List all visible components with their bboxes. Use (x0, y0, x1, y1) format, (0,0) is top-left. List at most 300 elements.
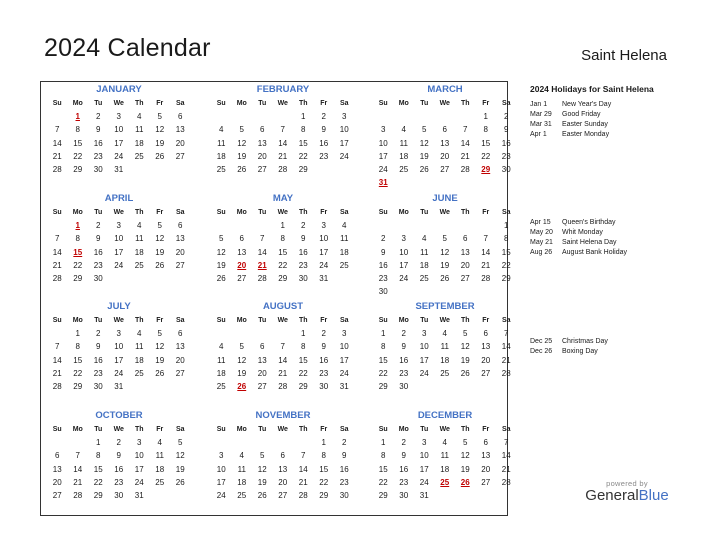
weekday-label: Su (216, 426, 226, 433)
day-cell: 25 (419, 273, 429, 283)
day-cell: 5 (442, 234, 447, 244)
holiday-day: 15 (73, 247, 83, 257)
weekday-label: Fr (320, 209, 328, 216)
holiday-day: 26 (460, 477, 470, 487)
weekday-label: We (113, 100, 124, 107)
day-cell: 29 (319, 490, 329, 500)
day-cell: 20 (52, 477, 62, 487)
day-cell: 2 (401, 329, 406, 339)
day-cell: 15 (73, 355, 83, 365)
day-cell: 20 (440, 151, 450, 161)
day-cell: 25 (216, 164, 226, 174)
month-grid (373, 206, 519, 298)
month-grid (47, 206, 193, 285)
day-cell: 11 (217, 138, 226, 148)
day-cell: 30 (298, 273, 308, 283)
holiday-date: Jan 1 (530, 101, 548, 108)
day-cell: 24 (419, 368, 429, 378)
day-cell: 2 (381, 234, 386, 244)
day-cell: 1 (483, 112, 488, 122)
weekday-label: Th (298, 317, 308, 324)
day-cell: 13 (460, 247, 470, 257)
day-cell: 26 (155, 151, 165, 161)
day-cell: 7 (55, 342, 60, 352)
day-cell: 20 (481, 464, 491, 474)
day-cell: 10 (399, 247, 409, 257)
day-cell: 19 (257, 477, 267, 487)
day-cell: 7 (75, 451, 80, 461)
day-cell: 11 (440, 342, 449, 352)
day-cell: 6 (178, 221, 183, 231)
day-cell: 1 (321, 438, 326, 448)
day-cell: 27 (175, 368, 185, 378)
day-cell: 31 (419, 490, 429, 500)
day-cell: 9 (401, 342, 406, 352)
weekday-label: Sa (501, 317, 511, 324)
day-cell: 29 (278, 273, 288, 283)
month-name: MAY (272, 193, 294, 204)
month-january (45, 83, 193, 176)
empty-day (273, 436, 294, 449)
weekday-label: Mo (236, 426, 247, 433)
month-name: JULY (107, 301, 131, 312)
weekday-label: Tu (94, 209, 103, 216)
day-cell: 10 (378, 138, 388, 148)
holiday-row (530, 248, 700, 258)
day-cell: 19 (419, 151, 429, 161)
day-cell: 8 (381, 342, 386, 352)
day-cell: 1 (381, 329, 386, 339)
day-cell: 18 (339, 247, 349, 257)
day-cell: 12 (155, 342, 165, 352)
weekday-label: Tu (94, 100, 103, 107)
day-cell: 4 (137, 221, 142, 231)
day-cell: 14 (257, 247, 267, 257)
weekday-label: Tu (94, 317, 103, 324)
empty-day (252, 110, 273, 123)
weekday-label: Mo (72, 426, 83, 433)
brand-powered: powered by (606, 479, 648, 488)
day-cell: 28 (52, 164, 62, 174)
weekday-label: Th (134, 317, 144, 324)
day-cell: 3 (401, 234, 406, 244)
day-cell: 4 (342, 221, 347, 231)
empty-day (68, 436, 89, 449)
day-cell: 31 (114, 381, 124, 391)
day-cell: 5 (178, 438, 183, 448)
day-cell: 9 (96, 125, 101, 135)
day-cell: 27 (257, 164, 267, 174)
weekday-label: Sa (339, 426, 349, 433)
day-cell: 19 (155, 138, 165, 148)
day-cell: 16 (319, 138, 329, 148)
day-cell: 15 (501, 247, 511, 257)
day-cell: 24 (399, 273, 409, 283)
day-cell: 14 (298, 464, 308, 474)
day-cell: 11 (135, 342, 144, 352)
day-cell: 6 (239, 234, 244, 244)
empty-day (414, 110, 435, 123)
day-cell: 21 (52, 368, 62, 378)
weekday-label: Fr (482, 426, 490, 433)
weekday-label: Fr (156, 209, 164, 216)
day-cell: 29 (73, 164, 83, 174)
day-cell: 30 (339, 490, 349, 500)
day-cell: 12 (237, 138, 247, 148)
day-cell: 3 (116, 329, 121, 339)
month-name: APRIL (104, 193, 134, 204)
weekday-label: Su (52, 209, 62, 216)
region-name: Saint Helena (581, 47, 667, 64)
day-cell: 15 (481, 138, 491, 148)
day-cell: 19 (175, 464, 185, 474)
month-name: FEBRUARY (256, 84, 310, 95)
day-cell: 27 (175, 151, 185, 161)
holiday-day: 20 (237, 260, 247, 270)
day-cell: 7 (280, 342, 285, 352)
day-cell: 17 (114, 355, 124, 365)
day-cell: 17 (419, 355, 429, 365)
day-cell: 5 (239, 125, 244, 135)
day-cell: 7 (504, 329, 509, 339)
day-cell: 24 (216, 490, 226, 500)
day-cell: 8 (75, 125, 80, 135)
day-cell: 19 (237, 151, 247, 161)
day-cell: 25 (134, 368, 144, 378)
month-name: DECEMBER (417, 410, 473, 421)
day-cell: 15 (93, 464, 103, 474)
month-name: AUGUST (262, 301, 304, 312)
day-cell: 6 (483, 329, 488, 339)
weekday-label: Th (298, 100, 308, 107)
day-cell: 28 (73, 490, 83, 500)
day-cell: 8 (504, 234, 509, 244)
day-cell: 27 (278, 490, 288, 500)
day-cell: 6 (55, 451, 60, 461)
day-cell: 14 (460, 138, 470, 148)
day-cell: 17 (378, 151, 388, 161)
day-cell: 29 (378, 381, 388, 391)
day-cell: 25 (134, 260, 144, 270)
day-cell: 22 (73, 368, 83, 378)
day-cell: 1 (381, 438, 386, 448)
day-cell: 5 (239, 342, 244, 352)
holiday-row (530, 228, 700, 238)
holiday-row (530, 120, 700, 130)
holiday-row (530, 218, 700, 228)
holiday-date: Apr 15 (530, 219, 551, 226)
day-cell: 7 (260, 234, 265, 244)
day-cell: 3 (381, 125, 386, 135)
weekday-label: Su (378, 100, 388, 107)
day-cell: 30 (114, 490, 124, 500)
weekday-label: We (439, 209, 450, 216)
brand-logo (584, 479, 670, 504)
day-cell: 16 (93, 247, 103, 257)
weekday-label: Fr (156, 317, 164, 324)
day-cell: 9 (381, 247, 386, 257)
month-february (209, 83, 357, 176)
holiday-date: Aug 26 (530, 249, 553, 256)
weekday-label: Su (378, 317, 388, 324)
day-cell: 28 (52, 273, 62, 283)
day-cell: 11 (135, 125, 144, 135)
holiday-day: 21 (257, 260, 267, 270)
empty-day (252, 219, 273, 232)
day-cell: 15 (278, 247, 288, 257)
weekday-label: Fr (482, 317, 490, 324)
day-cell: 13 (481, 342, 491, 352)
day-cell: 27 (52, 490, 62, 500)
day-cell: 19 (460, 464, 470, 474)
weekday-label: Fr (156, 100, 164, 107)
day-cell: 19 (460, 355, 470, 365)
day-cell: 1 (504, 221, 509, 231)
day-cell: 15 (298, 355, 308, 365)
day-cell: 2 (116, 438, 121, 448)
weekday-label: Fr (320, 317, 328, 324)
weekday-label: Th (134, 100, 144, 107)
day-cell: 12 (440, 247, 450, 257)
holiday-date: May 21 (530, 239, 553, 246)
day-cell: 2 (321, 329, 326, 339)
weekday-label: Sa (339, 100, 349, 107)
day-cell: 8 (280, 234, 285, 244)
holiday-day: 26 (237, 381, 247, 391)
empty-day (373, 219, 394, 232)
day-cell: 24 (114, 368, 124, 378)
day-cell: 5 (157, 329, 162, 339)
day-cell: 19 (237, 368, 247, 378)
weekday-label: We (277, 317, 288, 324)
day-cell: 31 (339, 381, 349, 391)
day-cell: 8 (75, 342, 80, 352)
weekday-label: Su (378, 426, 388, 433)
day-cell: 13 (52, 464, 62, 474)
weekday-label: Tu (420, 317, 429, 324)
day-cell: 26 (175, 477, 185, 487)
day-cell: 8 (96, 451, 101, 461)
day-cell: 20 (175, 355, 185, 365)
day-cell: 3 (321, 221, 326, 231)
day-cell: 1 (301, 112, 306, 122)
day-cell: 23 (93, 368, 103, 378)
weekday-label: Su (52, 426, 62, 433)
day-cell: 16 (501, 138, 511, 148)
day-cell: 27 (460, 273, 470, 283)
empty-day (435, 110, 456, 123)
day-cell: 14 (52, 247, 62, 257)
day-cell: 18 (237, 477, 247, 487)
month-grid (373, 314, 519, 393)
weekday-label: We (439, 426, 450, 433)
holiday-day: 29 (481, 164, 491, 174)
day-cell: 11 (217, 355, 226, 365)
day-cell: 2 (342, 438, 347, 448)
day-cell: 20 (175, 138, 185, 148)
holiday-group (530, 100, 700, 140)
day-cell: 22 (93, 477, 103, 487)
day-cell: 12 (257, 464, 267, 474)
day-cell: 30 (501, 164, 511, 174)
day-cell: 26 (460, 368, 470, 378)
month-grid (211, 206, 357, 285)
day-cell: 19 (155, 355, 165, 365)
empty-day (373, 110, 394, 123)
day-cell: 29 (73, 273, 83, 283)
day-cell: 11 (440, 451, 449, 461)
day-cell: 10 (114, 342, 124, 352)
day-cell: 2 (301, 221, 306, 231)
day-cell: 18 (134, 247, 144, 257)
day-cell: 18 (440, 464, 450, 474)
month-grid (47, 314, 193, 393)
day-cell: 17 (216, 477, 226, 487)
day-cell: 2 (321, 112, 326, 122)
day-cell: 13 (278, 464, 288, 474)
weekday-label: Th (298, 426, 308, 433)
day-cell: 13 (237, 247, 247, 257)
day-cell: 2 (401, 438, 406, 448)
empty-day (47, 110, 68, 123)
day-cell: 16 (93, 138, 103, 148)
month-grid (373, 97, 519, 189)
day-cell: 1 (96, 438, 101, 448)
day-cell: 5 (157, 112, 162, 122)
empty-day (232, 110, 253, 123)
empty-day (232, 436, 253, 449)
day-cell: 28 (278, 164, 288, 174)
month-name: JANUARY (96, 84, 142, 95)
day-cell: 13 (257, 138, 267, 148)
day-cell: 31 (319, 273, 329, 283)
day-cell: 9 (321, 125, 326, 135)
day-cell: 15 (73, 138, 83, 148)
day-cell: 17 (114, 247, 124, 257)
day-cell: 23 (319, 151, 329, 161)
day-cell: 13 (440, 138, 450, 148)
weekday-label: Mo (236, 317, 247, 324)
month-october (45, 409, 193, 502)
day-cell: 28 (501, 477, 511, 487)
day-cell: 23 (93, 151, 103, 161)
weekday-label: Tu (420, 209, 429, 216)
day-cell: 18 (134, 138, 144, 148)
day-cell: 6 (463, 234, 468, 244)
weekday-label: We (439, 100, 450, 107)
day-cell: 22 (73, 151, 83, 161)
weekday-label: Sa (501, 100, 511, 107)
day-cell: 12 (460, 342, 470, 352)
day-cell: 11 (155, 451, 164, 461)
day-cell: 16 (339, 464, 349, 474)
day-cell: 29 (298, 164, 308, 174)
day-cell: 22 (378, 368, 388, 378)
month-december (371, 409, 519, 502)
day-cell: 20 (175, 247, 185, 257)
weekday-label: Th (460, 317, 470, 324)
day-cell: 27 (481, 368, 491, 378)
weekday-label: We (277, 100, 288, 107)
weekday-label: Sa (501, 426, 511, 433)
day-cell: 5 (463, 329, 468, 339)
day-cell: 3 (422, 329, 427, 339)
weekday-label: Mo (236, 100, 247, 107)
holiday-row (530, 238, 700, 248)
holiday-date: Apr 1 (530, 131, 547, 138)
weekday-label: Sa (501, 209, 511, 216)
month-name: SEPTEMBER (415, 301, 475, 312)
month-july (45, 300, 193, 393)
day-cell: 31 (134, 490, 144, 500)
month-grid (211, 423, 357, 502)
day-cell: 6 (483, 438, 488, 448)
day-cell: 27 (237, 273, 247, 283)
day-cell: 2 (96, 329, 101, 339)
day-cell: 3 (137, 438, 142, 448)
day-cell: 16 (93, 355, 103, 365)
holiday-row (530, 347, 700, 357)
weekday-label: Su (216, 317, 226, 324)
day-cell: 6 (178, 112, 183, 122)
day-cell: 3 (219, 451, 224, 461)
day-cell: 23 (399, 368, 409, 378)
day-cell: 23 (501, 151, 511, 161)
day-cell: 15 (298, 138, 308, 148)
day-cell: 19 (440, 260, 450, 270)
day-cell: 8 (301, 342, 306, 352)
day-cell: 25 (399, 164, 409, 174)
weekday-label: We (113, 426, 124, 433)
day-cell: 8 (75, 234, 80, 244)
empty-day (211, 110, 232, 123)
day-cell: 18 (134, 355, 144, 365)
day-cell: 13 (175, 234, 185, 244)
day-cell: 6 (260, 125, 265, 135)
day-cell: 27 (175, 260, 185, 270)
day-cell: 25 (440, 368, 450, 378)
day-cell: 30 (319, 381, 329, 391)
month-grid (211, 97, 357, 176)
weekday-label: Th (134, 426, 144, 433)
weekday-label: We (439, 317, 450, 324)
weekday-label: Th (134, 209, 144, 216)
day-cell: 16 (378, 260, 388, 270)
day-cell: 11 (237, 464, 246, 474)
calendar-frame (40, 81, 511, 516)
weekday-label: Mo (398, 317, 409, 324)
day-cell: 21 (278, 368, 288, 378)
weekday-label: Tu (258, 100, 267, 107)
weekday-label: Tu (258, 209, 267, 216)
holiday-day: 25 (440, 477, 450, 487)
day-cell: 20 (278, 477, 288, 487)
day-cell: 4 (422, 234, 427, 244)
day-cell: 28 (481, 273, 491, 283)
weekday-label: Th (298, 209, 308, 216)
day-cell: 22 (278, 260, 288, 270)
day-cell: 22 (73, 260, 83, 270)
empty-day (232, 327, 253, 340)
day-cell: 30 (378, 287, 388, 297)
holiday-date: Dec 25 (530, 338, 553, 345)
holiday-date: Mar 31 (530, 121, 552, 128)
day-cell: 2 (504, 112, 509, 122)
day-cell: 20 (257, 151, 267, 161)
holiday-name: Saint Helena Day (562, 239, 617, 246)
day-cell: 23 (378, 273, 388, 283)
holiday-name: Christmas Day (562, 338, 608, 345)
